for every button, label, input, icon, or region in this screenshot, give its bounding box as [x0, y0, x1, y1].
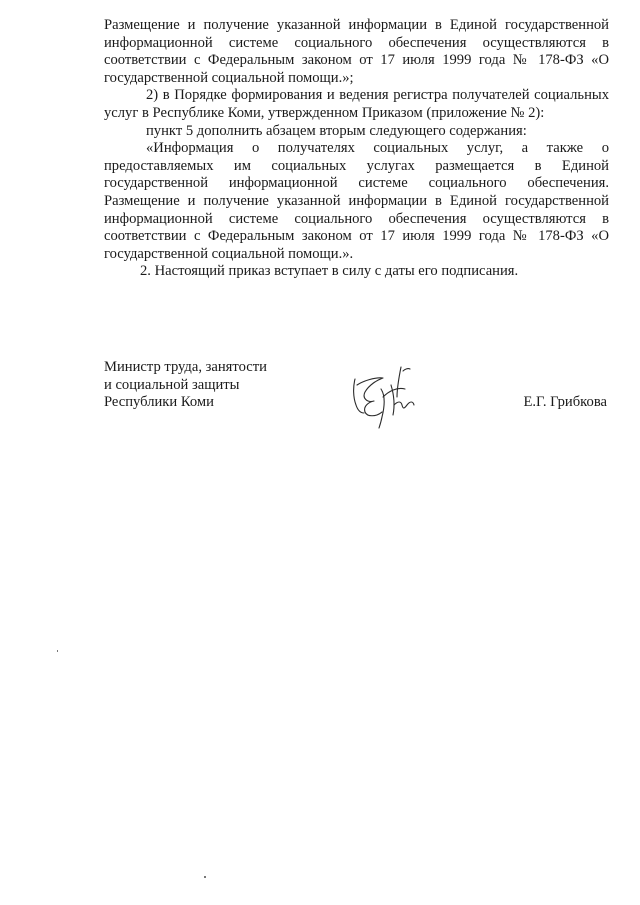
- paragraph-effective-date: 2. Настоящий приказ вступает в силу с даты его подписания.: [140, 263, 519, 280]
- scan-speck: [204, 876, 206, 878]
- handwritten-signature-icon: [347, 365, 427, 429]
- signatory-title-line: и социальной защиты: [104, 376, 240, 393]
- signatory-title-line: Министр труда, занятости: [104, 359, 267, 375]
- paragraph-point-5: пункт 5 дополнить абзацем вторым следующего содержания:: [146, 122, 527, 139]
- document-body: [104, 17, 609, 281]
- paragraph-continuation: Размещение и получение указанной информации в Единой государственной информационной системе социального обеспечения осуществляются в соответствии с Федеральным законом от 17 июля 1999 года № 178-ФЗ «О государственной социальной помощи.»;: [104, 17, 609, 86]
- paragraph-quoted-text: «Информация о получателях социальных услуг, а также о предоставляемых им социальных услугах размещается в Единой государственной информационной системе социального обеспечения. Размещение и получение указанной информации в Единой государственной информационной системе социального обеспечения осуществляются в соответствии с Федеральным законом от 17 июля 1999 года № 178-ФЗ «О государственной социальной помощи.».: [104, 140, 609, 262]
- signature-block: [104, 359, 609, 429]
- signatory-title: [104, 359, 267, 412]
- signatory-name: Е.Г. Грибкова: [523, 394, 607, 410]
- paragraph-registry-amendment: 2) в Порядке формирования и ведения регистра получателей социальных услуг в Республике Коми, утвержденном Приказом (приложение № 2):: [104, 87, 609, 121]
- scan-speck: [57, 650, 58, 652]
- signatory-title-line: Республики Коми: [104, 394, 214, 411]
